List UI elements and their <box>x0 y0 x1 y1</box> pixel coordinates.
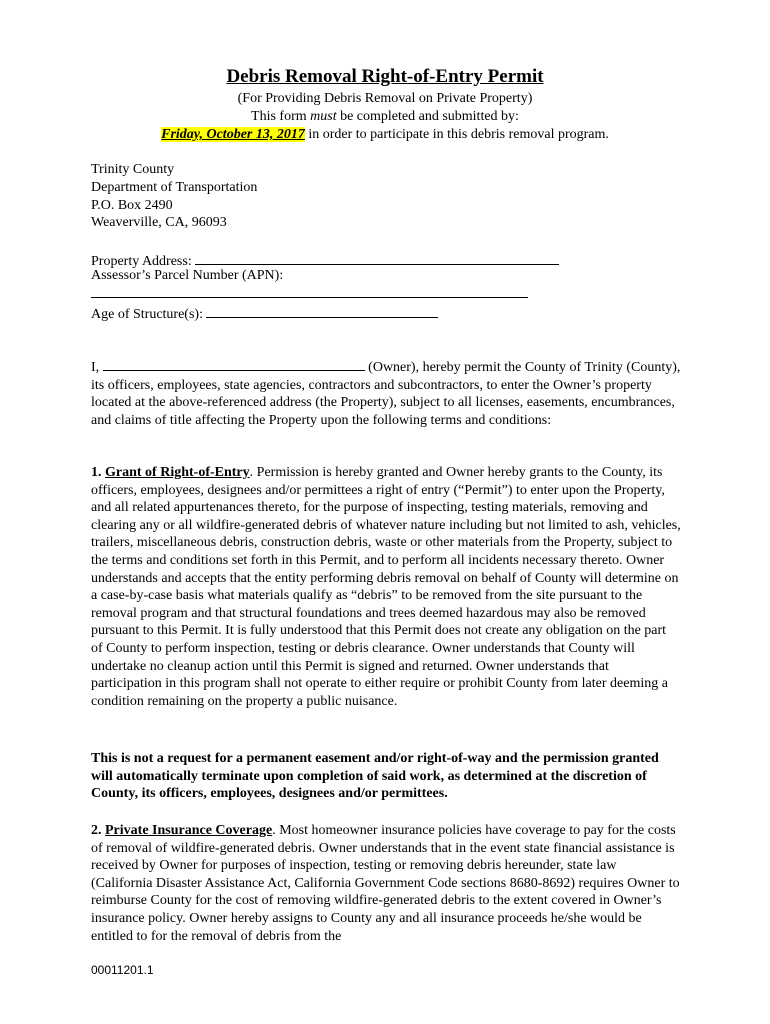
deadline-post: in order to participate in this debris removal program. <box>304 127 609 142</box>
must-line-post: be completed and submitted by: <box>336 109 519 124</box>
intro-text: (Owner), hereby permit the County of Trinity (County), its officers, employees, state agencies, contractors and subcontractors, to enter the Owner’s property located at the above-referenced address (the Property), subject to all licenses, easements, encumbrances, and claims of title affecting the Property upon the following terms and conditions: <box>91 360 681 428</box>
section-1-number: 1. <box>91 465 105 480</box>
section-2-number: 2. <box>91 823 105 838</box>
age-field[interactable] <box>206 305 438 318</box>
section-1-text: . Permission is hereby granted and Owner hereby grants to the County, its officers, employees, designees and/or permittees a right of entry (“Permit”) to enter upon the Property, and all related appurtenances thereto, for the purpose of inspecting, testing materials, removing and clearing any or all wildfire-generated debris of whatever nature including but not limited to ash, vehicles, trailers, miscellaneous debris, construction debris, waste or other materials from the Property, subject to the terms and conditions set forth in this Permit, and to perform all incidents necessary thereto. Owner understands and accepts that the entity performing debris removal on behalf of County will determine on a case-by-case basis what materials qualify as “debris” to be removed from the site pursuant to the removal program and that structural foundations and trees deemed hazardous may also be removed pursuant to this Permit. It is fully understood that this Permit does not create any obligation on the part of County to perform inspection, testing or debris clearance. Owner understands that County will undertake no cleanup action until this Permit is signed and returned. Owner understands that participation in this program shall not operate to either require or prohibit County from later deeming a condition remaining on the property a public nuisance. <box>91 465 681 709</box>
age-label: Age of Structure(s): <box>91 307 203 322</box>
apn-row <box>91 285 528 303</box>
property-address-field[interactable] <box>195 252 559 265</box>
intro-pre: I, <box>91 360 100 375</box>
apn-field[interactable] <box>91 285 528 298</box>
owner-name-field[interactable] <box>103 358 365 371</box>
must-word: must <box>310 109 337 124</box>
age-row <box>91 305 438 323</box>
must-line <box>0 109 770 125</box>
property-address-label: Property Address: <box>91 254 192 269</box>
must-line-pre: This form <box>251 109 311 124</box>
intro-paragraph <box>91 358 681 429</box>
section-1 <box>91 464 681 710</box>
section-1-heading: Grant of Right-of-Entry <box>105 465 250 480</box>
section-2-text: . Most homeowner insurance policies have coverage to pay for the costs of removal of wildfire-generated debris. Owner understands that in the event state financial assistance is received by Owner for purposes of inspection, testing or removing debris hereunder, state law (California Disaster Assistance Act, California Government Code sections 8680-8692) requires Owner to reimburse County for the cost of removing wildfire-generated debris to the extent covered in Owner’s insurance policy. Owner hereby assigns to County any and all insurance proceeds he/she would be entitled to for the removal of debris from the <box>91 823 680 944</box>
address-line-2: Department of Transportation <box>91 180 258 195</box>
notice-paragraph: This is not a request for a permanent easement and/or right-of-way and the permission granted will automatically terminate upon completion of said work, as determined at the discretion of County, its officers, employees, designees and/or permittees. <box>91 751 659 802</box>
apn-label: Assessor’s Parcel Number (APN): <box>91 268 284 283</box>
address-line-3: P.O. Box 2490 <box>91 198 173 213</box>
section-2-heading: Private Insurance Coverage <box>105 823 273 838</box>
page-title: Debris Removal Right-of-Entry Permit <box>226 66 544 87</box>
address-line-1: Trinity County <box>91 162 175 177</box>
subtitle: (For Providing Debris Removal on Private Property) <box>237 91 533 106</box>
address-line-4: Weaverville, CA, 96093 <box>91 215 227 230</box>
deadline-date: Friday, October 13, 2017 <box>161 127 305 142</box>
document-id: 00011201.1 <box>91 963 154 977</box>
section-2 <box>91 822 681 945</box>
deadline-line <box>0 127 770 143</box>
